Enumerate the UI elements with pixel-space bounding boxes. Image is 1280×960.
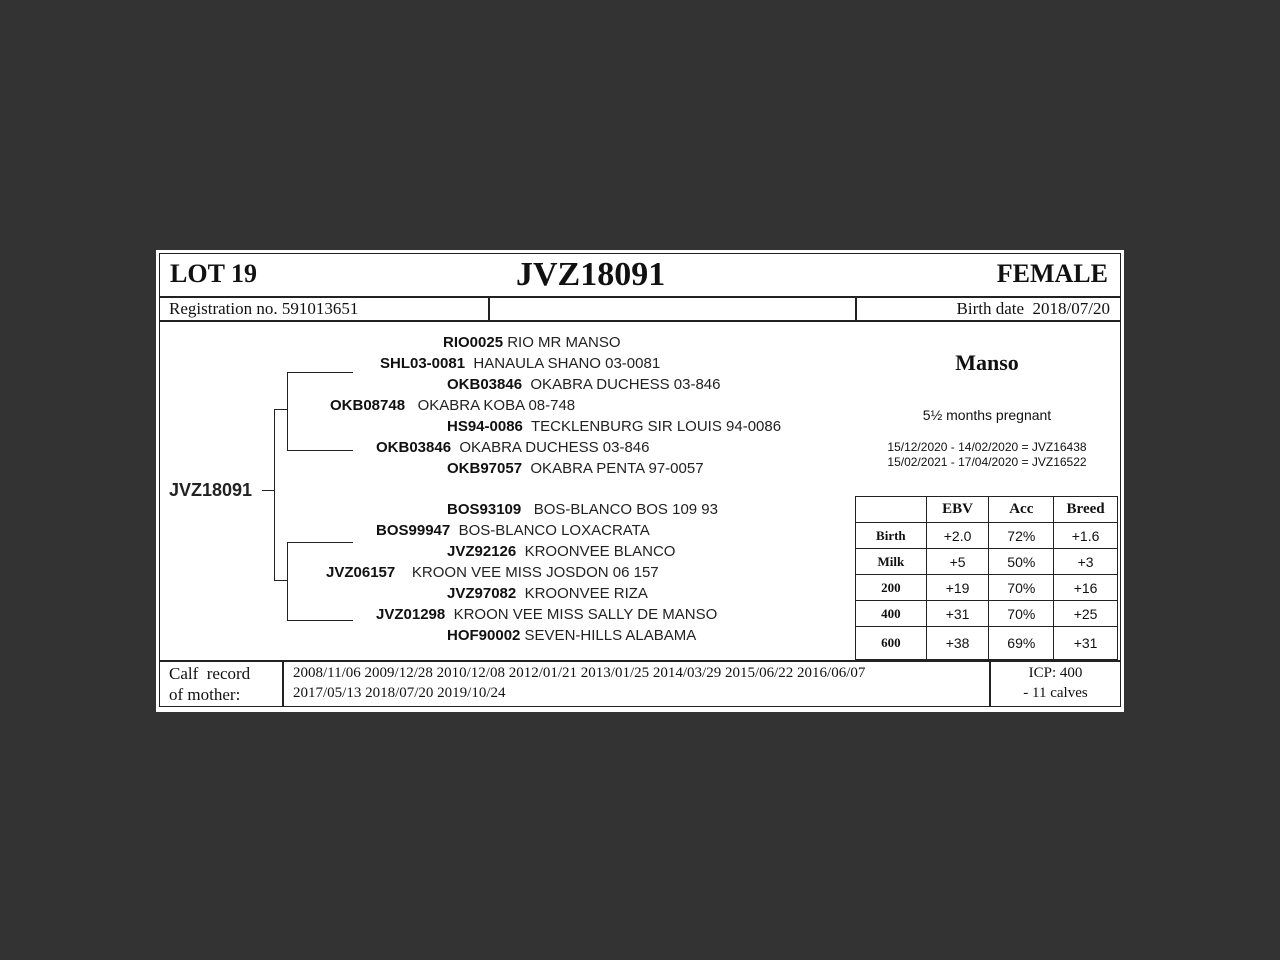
service-line-1: 15/12/2020 - 14/02/2020 = JVZ16438 [887, 440, 1087, 454]
pedigree-line [287, 372, 288, 450]
ebv-table [855, 496, 1118, 660]
lot-card [156, 250, 1124, 712]
pedigree-dam: JVZ06157 KROON VEE MISS JOSDON 06 157 [326, 564, 659, 581]
pedigree-sire-dam: OKB03846 OKABRA DUCHESS 03-846 [376, 439, 650, 456]
pedigree-sire-sire-sire: RIO0025 RIO MR MANSO [443, 334, 621, 351]
empty-info-box [489, 297, 856, 321]
pedigree-dam-sire-sire: BOS93109 BOS-BLANCO BOS 109 93 [447, 501, 718, 518]
ebv-value: +5 [926, 549, 989, 575]
ebv-row-label: 400 [856, 601, 927, 627]
pedigree-line [274, 580, 288, 581]
birth-date-value: 2018/07/20 [1032, 299, 1110, 318]
icp-value: ICP: 400 [1028, 665, 1083, 681]
pedigree-line [262, 490, 274, 491]
ebv-value: +38 [926, 627, 989, 660]
ebv-row-label: 200 [856, 575, 927, 601]
breed-value: +25 [1054, 601, 1118, 627]
animal-id-title: JVZ18091 [516, 256, 666, 293]
pedigree-line [287, 450, 353, 451]
ebv-row-400 [856, 601, 1118, 627]
acc-value: 72% [989, 523, 1054, 549]
ebv-value: +19 [926, 575, 989, 601]
breed-value: +1.6 [1054, 523, 1118, 549]
ebv-header: EBV [926, 497, 989, 523]
ebv-row-600 [856, 627, 1118, 660]
registration-number: Registration no. 591013651 [169, 299, 359, 318]
pedigree-sire-sire-dam: OKB03846 OKABRA DUCHESS 03-846 [447, 376, 721, 393]
pedigree-line [287, 372, 353, 373]
acc-header: Acc [989, 497, 1054, 523]
birth-date-label: Birth date [956, 299, 1025, 318]
calf-record-dates-1: 2008/11/06 2009/12/28 2010/12/08 2012/01/21 2013/01/25 2014/03/29 2015/06/22 2016/06/07 [293, 665, 866, 681]
ebv-row-birth [856, 523, 1118, 549]
breed-value: +16 [1054, 575, 1118, 601]
calf-record-label-1: Calf record [169, 664, 251, 683]
ebv-row-200 [856, 575, 1118, 601]
birth-date [957, 299, 1110, 319]
ebv-row-milk [856, 549, 1118, 575]
pedigree-dam-dam: JVZ01298 KROON VEE MISS SALLY DE MANSO [376, 606, 718, 623]
ebv-header-row [856, 497, 1118, 523]
ebv-row-label: 600 [856, 627, 927, 660]
acc-value: 70% [989, 601, 1054, 627]
pedigree-line [274, 409, 288, 410]
lot-number: LOT 19 [170, 259, 257, 288]
acc-value: 50% [989, 549, 1054, 575]
acc-value: 70% [989, 575, 1054, 601]
service-line-2: 15/02/2021 - 17/04/2020 = JVZ16522 [887, 455, 1087, 469]
ebv-value: +31 [926, 601, 989, 627]
service-bull: Manso [955, 350, 1019, 375]
pedigree-line [287, 620, 353, 621]
ebv-corner-cell [856, 497, 927, 523]
pregnancy-status: 5½ months pregnant [922, 407, 1052, 423]
pedigree-sire: OKB08748 OKABRA KOBA 08-748 [330, 397, 576, 414]
animal-id: JVZ18091 [169, 480, 253, 500]
calves-count: - 11 calves [1023, 685, 1088, 701]
sex-label: FEMALE [996, 259, 1108, 288]
pedigree-sire-dam-sire: HS94-0086 TECKLENBURG SIR LOUIS 94-0086 [447, 418, 782, 435]
breed-header: Breed [1054, 497, 1118, 523]
pedigree-line [287, 542, 353, 543]
pedigree-dam-dam-sire: JVZ97082 KROONVEE RIZA [447, 585, 648, 602]
pedigree-sire-dam-dam: OKB97057 OKABRA PENTA 97-0057 [447, 460, 704, 477]
ebv-row-label: Milk [856, 549, 927, 575]
pedigree-dam-sire: BOS99947 BOS-BLANCO LOXACRATA [376, 522, 650, 539]
pedigree-line [287, 542, 288, 620]
breed-value: +31 [1054, 627, 1118, 660]
acc-value: 69% [989, 627, 1054, 660]
calf-record-dates-2: 2017/05/13 2018/07/20 2019/10/24 [293, 685, 506, 701]
pedigree-sire-sire: SHL03-0081 HANAULA SHANO 03-0081 [380, 355, 661, 372]
pedigree-dam-sire-dam: JVZ92126 KROONVEE BLANCO [447, 543, 676, 560]
pedigree-dam-dam-dam: HOF90002 SEVEN-HILLS ALABAMA [447, 627, 697, 644]
ebv-row-label: Birth [856, 523, 927, 549]
breed-value: +3 [1054, 549, 1118, 575]
calf-record-label-2: of mother: [169, 685, 241, 704]
ebv-value: +2.0 [926, 523, 989, 549]
pedigree-line [274, 409, 275, 580]
